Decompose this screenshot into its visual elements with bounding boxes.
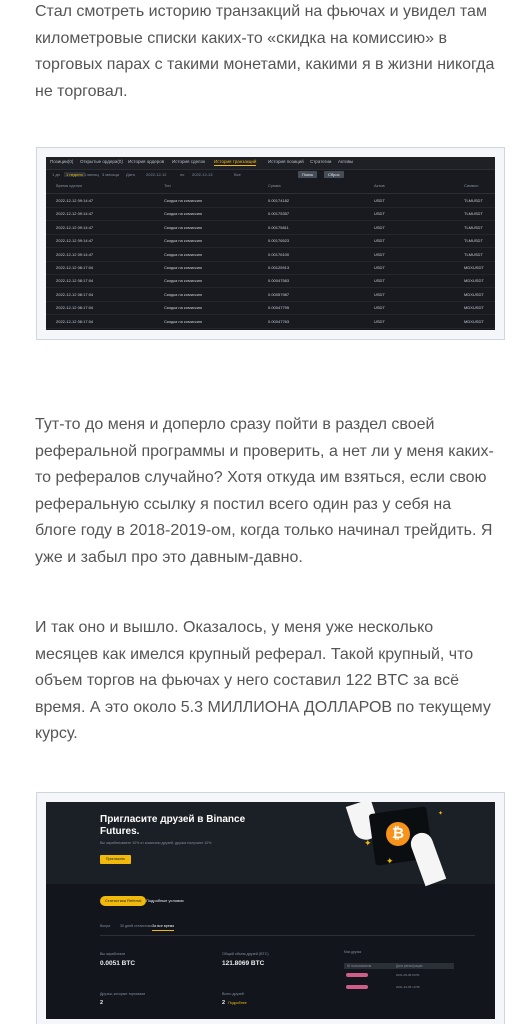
row-symbol: TLMUSDT [464,238,483,244]
row-type: Скидка на комиссию [164,251,203,257]
tab-trade-history: История сделок [172,159,206,164]
sparkle-icon: ✦ [386,856,394,866]
search-button: Поиск [298,171,317,178]
row-type: Скидка на комиссию [164,224,203,230]
col-type: Тип [164,183,171,188]
row-symbol: MDXUSDT [464,278,484,284]
volume-value: 121.8069 BTC [222,960,265,967]
friend-date: 2021-09-08 03:51 [396,973,420,977]
friends-list-columns [344,963,454,969]
futures-tabs [46,157,495,170]
tab-yesterday: Вчера [100,924,111,928]
filter-1d: 1 дн [52,172,60,177]
row-amount: 0.00175357 [268,211,290,217]
col-registration-date: Дата регистрации [396,964,423,968]
row-amount: 0.00047795 [268,305,290,311]
table-row [46,315,495,329]
date-filter-bar [46,170,495,180]
redacted-user-id [346,985,368,989]
row-time: 2022-12-12 09:14:47 [56,251,94,257]
row-symbol: MDXUSDT [464,265,484,270]
table-row [46,248,495,262]
volume-label: Общий объем друзей (BTC) [222,952,269,956]
row-type: Скидка на комиссию [164,305,203,311]
filter-3m: 3 месяца [102,172,119,177]
transaction-history-image [36,147,505,340]
row-time: 2022-12-12 08:17:04 [56,265,94,270]
reset-button: Сброс [324,171,344,178]
row-type: Скидка на комиссию [164,198,203,203]
tab-assets: Активы [338,159,354,164]
details-link: Подробнее [228,1001,247,1005]
tab-positions: Позиции(0) [50,159,74,164]
row-amount: 0.00125913 [268,265,290,270]
row-asset: USDT [374,224,385,230]
tab-30-days: 30 дней статистики [120,924,153,928]
sparkle-icon: ✦ [438,811,444,817]
row-time: 2022-12-12 09:14:47 [56,198,94,203]
table-row [46,221,495,235]
table-row [46,194,495,208]
transaction-history-screenshot [46,157,495,330]
row-symbol: TLMUSDT [464,224,483,230]
row-amount: 0.00047763 [268,318,290,324]
invite-button: Пригласить сейчас [100,855,131,864]
referral-stats-image [36,792,505,1024]
pill-detailed-terms: Подробные условия [146,898,184,903]
row-amount: 0.00174182 [268,198,290,203]
tab-open-orders: Открытые ордера(0) [80,159,123,164]
table-row [46,261,495,275]
referral-banner [46,802,495,884]
total-friends-value: 2 Подробнее [222,1000,247,1006]
row-symbol: TLMUSDT [464,251,483,257]
col-user-id: ID пользователя [347,964,372,968]
row-amount: 0.00175811 [268,224,289,230]
row-time: 2022-12-12 09:14:47 [56,238,94,244]
filter-date-to-label: по [180,172,185,177]
row-amount: 0.00057987 [268,291,290,297]
row-asset: USDT [374,278,385,284]
table-row [46,301,495,315]
row-type: Скидка на комиссию [164,211,203,217]
filter-date-label: Дата [126,172,135,177]
row-time: 2022-12-12 08:17:04 [56,291,94,297]
row-asset: USDT [374,318,385,324]
row-amount: 0.00047583 [268,278,290,284]
filter-date-to: 2022-12-13 [192,172,213,177]
redacted-user-id [346,973,368,977]
tab-strategies: Стратегии [310,159,332,164]
referral-screenshot [46,802,495,1019]
divider [100,935,475,936]
row-asset: USDT [374,291,385,297]
row-asset: USDT [374,251,385,257]
row-time: 2022-12-12 09:14:47 [56,224,94,230]
row-symbol: MDXUSDT [464,318,484,324]
filter-date-from: 2022-12-12 [146,172,167,177]
tab-position-history: История позиций [268,159,304,164]
row-type: Скидка на комиссию [164,318,203,324]
row-symbol: MDXUSDT [464,291,484,297]
row-asset: USDT [374,238,385,244]
tab-transaction-history: История транзакций [214,159,257,164]
row-symbol: TLMUSDT [464,211,483,217]
table-header [46,181,495,194]
article-paragraph-1: Стал смотреть историю транзакций на фьючах и увидел там километровые списки каких-то «скидка на комиссию» в торговых парах с такими монетами, какими я в жизни никогда не торговал. [35,3,495,100]
earned-label: Вы заработали [100,952,126,956]
sparkle-icon: ✦ [364,838,372,848]
table-row [46,234,495,248]
bitcoin-coin-icon: ₿ [386,822,410,846]
row-symbol: TLMUSDT [464,198,483,203]
table-row [46,207,495,221]
col-symbol: Символ [464,183,479,188]
row-amount: 0.00176523 [268,238,290,244]
col-amount: Сумма [268,183,281,188]
filter-1w: 1 неделя [66,172,83,177]
row-time: 2022-12-12 08:17:04 [56,278,94,284]
pill-referral-stats: Статистика Referral [100,896,146,906]
row-time: 2022-12-12 09:14:47 [56,211,94,217]
filter-type-select: Все [234,172,241,177]
row-asset: USDT [374,305,385,311]
table-row [46,274,495,288]
row-time: 2022-12-12 08:17:04 [56,318,94,324]
total-friends-label: Всего друзей [222,992,244,996]
row-symbol: MDXUSDT [464,305,484,311]
row-type: Скидка на комиссию [164,291,203,297]
filter-1m: 1 месяц [84,172,99,177]
friend-date: 2021-10-05 13:56 [396,985,420,989]
col-asset: Актив [374,183,385,188]
article-paragraph-3: И так оно и вышло. Оказалось, у меня уже несколько месяцев как имелся крупный реферал. Такой крупный, что объем торгов на фьючах у него составил 122 BTC за всё время. А это около 5.3 МИЛЛИОНА ДОЛЛАРОВ по текущему курсу. [35,619,491,742]
row-type: Скидка на комиссию [164,238,203,244]
traders-label: Друзья, которые торговали [100,992,146,996]
row-asset: USDT [374,198,385,203]
row-asset: USDT [374,211,385,217]
earned-value: 0.0051 BTC [100,960,136,967]
row-type: Скидка на комиссию [164,265,203,270]
row-amount: 0.00176100 [268,251,290,257]
friends-list-header: Мои друзья [344,950,362,954]
col-time: Время сделки [56,183,82,188]
banner-title: Пригласите друзей в Binance Futures. [100,814,246,837]
banner-subtitle: Вы зарабатываете 10% от комиссии друзей, друзья получают 10% [100,841,212,845]
traders-value: 2 [100,1000,104,1006]
row-time: 2022-12-12 08:17:04 [56,305,94,311]
tab-all-time: За все время [152,924,174,931]
article-paragraph-2: Тут-то до меня и доперло сразу пойти в раздел своей реферальной программы и проверить, а нет ли у меня каких-то рефералов случайно? Хотя откуда им взяться, если свою реферальную ссылку я постил всего один раз у себя на блоге году в 2018-2019-ом, когда только начинал трейдить. Я уже и забыл про это давным-давно. [35,416,494,566]
table-row [46,288,495,302]
row-type: Скидка на комиссию [164,278,203,284]
tab-order-history: История ордеров [128,159,165,164]
row-asset: USDT [374,265,385,270]
